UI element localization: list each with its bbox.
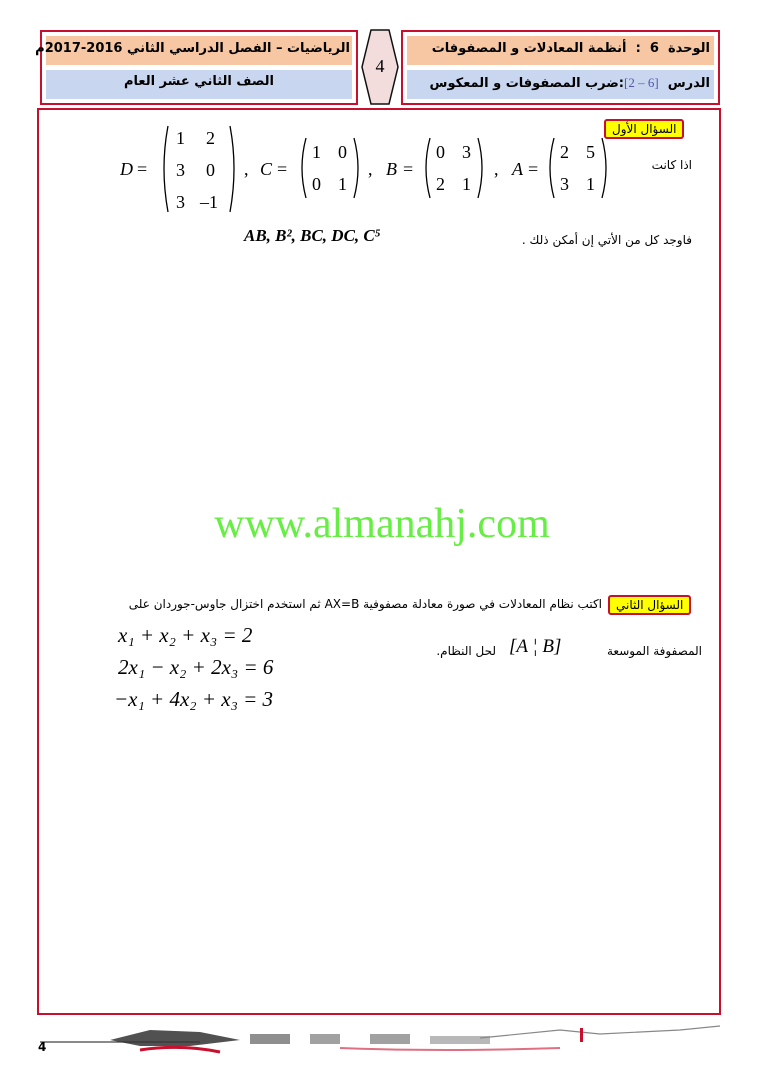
equation-2: 2x₁ − x₂ + 2x₃ = 6: [118, 655, 274, 679]
matrix-A-cell: 1: [586, 174, 595, 194]
matrix-D-cell: 3: [176, 192, 185, 212]
unit-header-box: [401, 30, 720, 105]
matrix-A-name: A: [512, 159, 523, 179]
lesson-label: الدرس: [667, 76, 710, 91]
matrix-B-cell: 3: [462, 142, 471, 162]
matrix-A-cell: 2: [560, 142, 569, 162]
lesson-line: [430, 75, 710, 91]
matrix-D-cell: –1: [200, 192, 218, 212]
question2-line1: اكتب نظام المعادلات في صورة معادلة مصفوفية AX=B ثم استخدم اختزال جاوس-جوردان على: [128, 597, 602, 611]
question1-instruction: فاوجد كل من الأتي إن أمكن ذلك .: [521, 233, 692, 247]
matrix-C-cell: 0: [312, 174, 321, 194]
unit-label: الوحدة: [667, 41, 710, 56]
matrix-B-cell: 2: [436, 174, 445, 194]
matrix-C-cell: 1: [312, 142, 321, 162]
matrix-C-equals: =: [277, 159, 288, 179]
matrix-D-cell: 3: [176, 160, 185, 180]
matrix-A-cell: 3: [560, 174, 569, 194]
matrix-C-cell: 1: [338, 174, 347, 194]
footer-logo: [40, 1024, 730, 1054]
matrix-B-left-paren: [426, 138, 430, 198]
matrix-C-name: C: [260, 159, 273, 179]
matrix-A-left-paren: [550, 138, 554, 198]
matrix-D-cell: 1: [176, 128, 185, 148]
question2-line2-b: لحل النظام.: [436, 644, 496, 658]
matrix-B-equals: =: [403, 159, 414, 179]
question1-intro: اذا كانت: [651, 158, 692, 172]
question1-label: السؤال الأول: [604, 119, 684, 139]
question2-label: السؤال الثاني: [608, 595, 691, 615]
augmented-matrix: [A ¦ B]: [509, 636, 562, 657]
lesson-code: [2 – 6]: [623, 75, 659, 90]
matrix-D-cell: 0: [206, 160, 215, 180]
matrix-B-cell: 0: [436, 142, 445, 162]
matrix-C-left-paren: [302, 138, 306, 198]
unit-title: أنظمة المعادلات و المصفوفات: [431, 41, 627, 56]
unit-line: [432, 41, 710, 56]
watermark: www.almanahj.com: [214, 501, 550, 547]
matrix-B-right-paren: [478, 138, 482, 198]
comma: ,: [244, 159, 249, 179]
matrix-D-right-paren: [230, 126, 234, 212]
equation-3: −x₁ + 4x₂ + x₃ = 3: [114, 687, 274, 711]
unit-number: 6: [649, 41, 659, 56]
lesson-title: :ضرب المصفوفات و المعكوس: [429, 76, 624, 91]
subject-header-box: [35, 30, 358, 105]
matrix-A-equals: =: [528, 159, 539, 179]
matrix-A-cell: 5: [586, 142, 595, 162]
matrix-D-cell: 2: [206, 128, 215, 148]
matrix-D-name: D: [120, 159, 133, 179]
page-badge-number: 4: [375, 56, 385, 76]
matrix-A-right-paren: [602, 138, 606, 198]
matrix-D-left-paren: [164, 126, 168, 212]
matrix-C-cell: 0: [338, 142, 347, 162]
equation-1: x₁ + x₂ + x₃ = 2: [118, 623, 253, 647]
matrix-B-cell: 1: [462, 174, 471, 194]
matrix-D-equals: =: [137, 159, 148, 179]
subject-line: الرياضيات – الفصل الدراسي الثاني 2016-2017م: [35, 41, 350, 56]
matrix-B-name: B: [386, 159, 397, 179]
grade-line: الصف الثاني عشر العام: [123, 74, 275, 89]
question1-expressions: AB, B², BC, DC, C⁵: [244, 226, 381, 245]
comma: ,: [368, 159, 373, 179]
question2-line2-a: المصفوفة الموسعة: [607, 644, 702, 658]
matrix-C-right-paren: [354, 138, 358, 198]
comma: ,: [494, 159, 499, 179]
page-badge: [361, 28, 399, 106]
unit-separator: :: [635, 41, 641, 56]
page-number: 4: [38, 1040, 47, 1054]
question1-matrices: [120, 120, 610, 220]
